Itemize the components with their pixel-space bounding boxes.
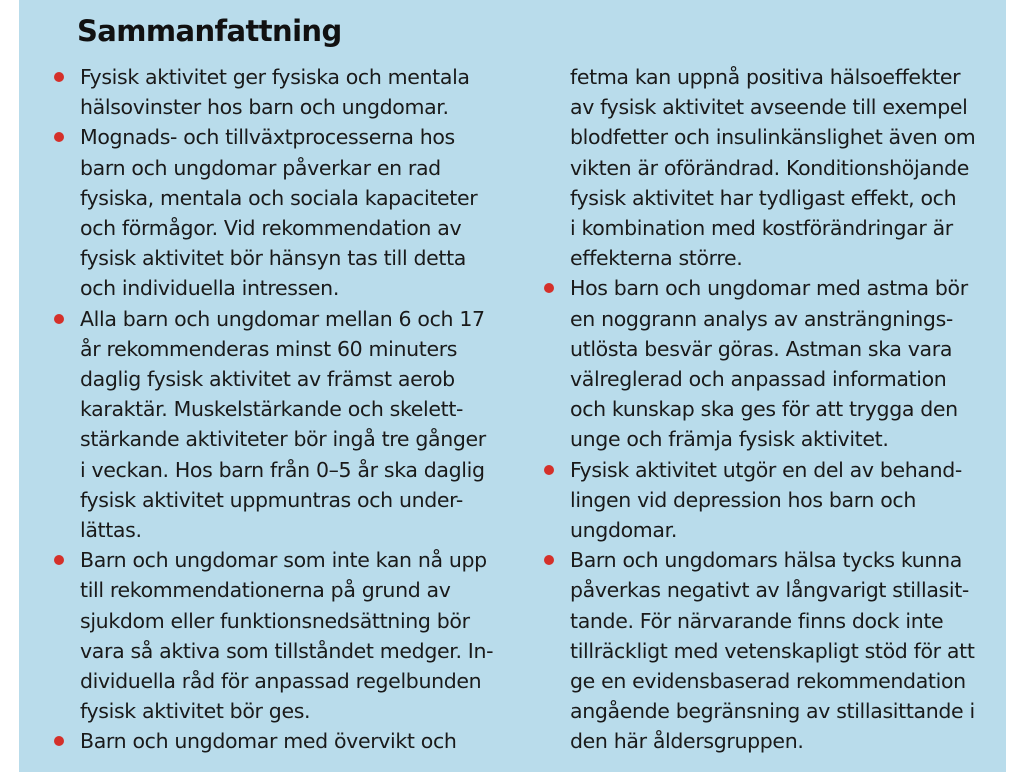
summary-text-line: i veckan. Hos barn från 0–5 år ska daglig [80, 457, 485, 482]
summary-text-line: Barn och ungdomar som inte kan nå upp [80, 548, 487, 573]
page-title: Sammanfattning [77, 14, 342, 48]
bullet-dot-icon [54, 736, 64, 746]
summary-text-line: unge och främja fysisk aktivitet. [570, 427, 889, 452]
summary-text-line: år rekommenderas minst 60 minuters [80, 336, 458, 361]
summary-item [80, 726, 520, 756]
summary-text-line: fysisk aktivitet har tydligast effekt, och [570, 185, 957, 210]
summary-text-line: av fysisk aktivitet avseende till exempel [570, 95, 968, 120]
summary-item [570, 455, 1010, 546]
summary-text-line: välreglerad och anpassad information [570, 367, 947, 392]
summary-text-line: Alla barn och ungdomar mellan 6 och 17 [80, 306, 485, 331]
summary-text-line: Fysisk aktivitet utgör en del av behand- [570, 457, 962, 482]
summary-text-line: utlösta besvär göras. Astman ska vara [570, 336, 953, 361]
bullet-dot-icon [544, 283, 554, 293]
summary-text-line: sjukdom eller funktionsnedsättning bör [80, 608, 470, 633]
summary-text-line: effekterna större. [570, 246, 743, 271]
summary-text-line: och individuella intressen. [80, 276, 339, 301]
summary-text-line: fysiska, mentala och sociala kapaciteter [80, 185, 478, 210]
summary-text-line: ungdomar. [570, 518, 677, 543]
summary-item [570, 273, 1010, 454]
summary-text-line: Barn och ungdomars hälsa tycks kunna [570, 548, 962, 573]
summary-item [570, 545, 1010, 756]
summary-text-line: till rekommendationerna på grund av [80, 578, 451, 603]
summary-list-right [570, 62, 1010, 757]
summary-item [80, 62, 520, 122]
summary-text-line: i kombination med kostförändringar är [570, 216, 953, 241]
summary-text-line: ge en evidensbaserad rekommendation [570, 669, 966, 694]
summary-text-line: Hos barn och ungdomar med astma bör [570, 276, 968, 301]
summary-text-line: lättas. [80, 518, 142, 543]
summary-text-line: karaktär. Muskelstärkande och skelett- [80, 397, 464, 422]
summary-item [570, 62, 1010, 273]
bullet-dot-icon [544, 465, 554, 475]
summary-text-line: hälsovinster hos barn och ungdomar. [80, 95, 449, 120]
summary-text-line: barn och ungdomar påverkar en rad [80, 155, 441, 180]
summary-text-line: stärkande aktiviteter bör ingå tre gånger [80, 427, 486, 452]
bullet-dot-icon [54, 132, 64, 142]
summary-text-line: daglig fysisk aktivitet av främst aerob [80, 367, 455, 392]
summary-text-line: tande. För närvarande finns dock inte [570, 608, 944, 633]
summary-text-line: en noggrann analys av ansträngnings- [570, 306, 953, 331]
bullet-dot-icon [54, 555, 64, 565]
summary-text-line: fysisk aktivitet bör hänsyn tas till detta [80, 246, 467, 271]
summary-text-line: fysisk aktivitet uppmuntras och under- [80, 487, 463, 512]
summary-text-line: Fysisk aktivitet ger fysiska och mentala [80, 65, 470, 89]
summary-list-left [80, 62, 520, 757]
bullet-dot-icon [544, 555, 554, 565]
summary-text-line: och förmågor. Vid rekommendation av [80, 216, 462, 241]
summary-text-line: fetma kan uppnå positiva hälsoeffekter [570, 65, 961, 89]
summary-text-line: fysisk aktivitet bör ges. [80, 699, 311, 724]
summary-text-line: lingen vid depression hos barn och [570, 487, 916, 512]
summary-text-line: påverkas negativt av långvarigt stillasit- [570, 578, 969, 603]
summary-text-line: dividuella råd för anpassad regelbunden [80, 669, 482, 694]
summary-text-line: blodfetter och insulinkänslighet även om [570, 125, 976, 150]
summary-text-line: tillräckligt med vetenskapligt stöd för att [570, 638, 975, 663]
bullet-dot-icon [54, 72, 64, 82]
summary-text-line: vara så aktiva som tillståndet medger. In- [80, 638, 494, 663]
summary-item [80, 545, 520, 726]
summary-text-line: den här åldersgruppen. [570, 729, 804, 754]
summary-text-line: Mognads- och tillväxtprocesserna hos [80, 125, 455, 150]
summary-item [80, 122, 520, 303]
summary-text-line: angående begränsning av stillasittande i [570, 699, 975, 724]
summary-panel [19, 0, 1006, 772]
summary-text-line: och kunskap ska ges för att trygga den [570, 397, 958, 422]
bullet-dot-icon [54, 314, 64, 324]
summary-item [80, 304, 520, 546]
summary-text-line: vikten är oförändrad. Konditionshöjande [570, 155, 970, 180]
summary-text-line: Barn och ungdomar med övervikt och [80, 729, 457, 754]
